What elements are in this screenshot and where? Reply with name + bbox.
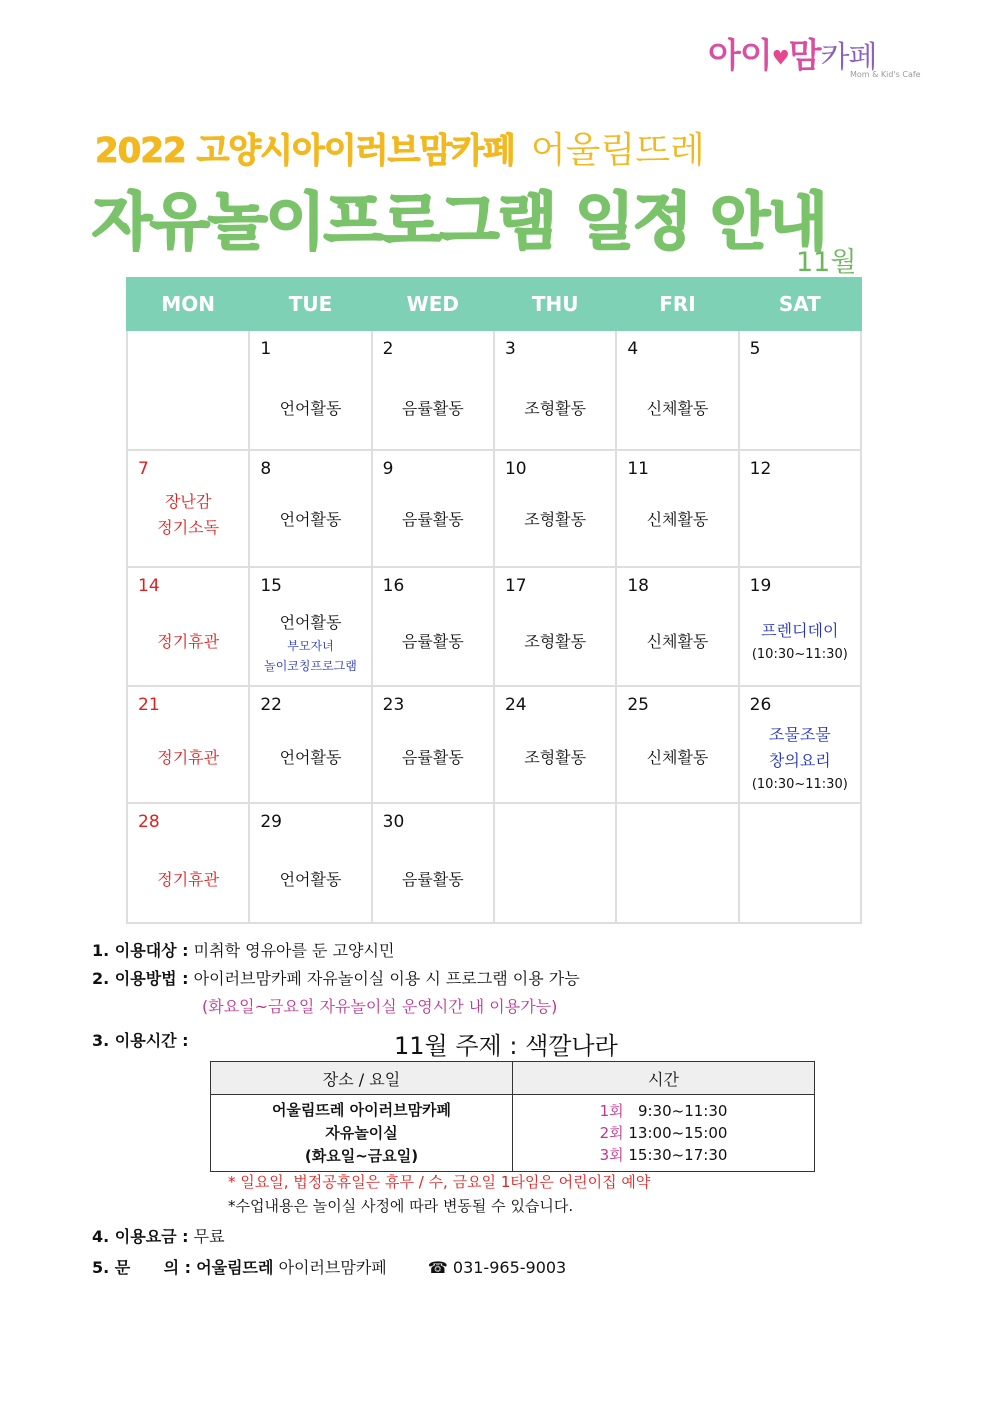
heart-icon: ♥ xyxy=(771,45,789,70)
session-number: 1회 xyxy=(599,1102,624,1120)
info-target xyxy=(92,938,394,961)
change-note: *수업내용은 놀이실 사정에 따라 변동될 수 있습니다. xyxy=(228,1197,574,1215)
activity-label: 음률활동 xyxy=(401,398,464,418)
calendar-cell xyxy=(249,567,371,686)
day-number: 10 xyxy=(504,459,527,479)
session-number: 2회 xyxy=(599,1124,624,1142)
month-theme: 11월 주제 : 색깔나라 xyxy=(394,1032,618,1060)
info-value: 무료 xyxy=(193,1227,225,1246)
activity-label: 신체활동 xyxy=(646,748,709,768)
session-time: 9:30~11:30 xyxy=(637,1102,728,1120)
page-title: 자유놀이프로그램 일정 안내 xyxy=(92,185,826,258)
column-header: 시간 xyxy=(513,1062,815,1095)
title-year: 2022 고양시아이러브맘카페 xyxy=(95,131,515,171)
phone-number: 031-965-9003 xyxy=(452,1258,567,1277)
activity-label: 신체활동 xyxy=(646,510,709,529)
session-row xyxy=(514,1144,813,1166)
activity-label: 조형활동 xyxy=(524,631,587,651)
activity-label: 신체활동 xyxy=(646,631,709,651)
activity-label: 조형활동 xyxy=(524,398,587,418)
calendar-cell xyxy=(494,450,616,567)
day-number: 15 xyxy=(260,576,282,596)
time-cell xyxy=(513,1095,815,1172)
day-number: 12 xyxy=(749,459,772,479)
calendar-cell xyxy=(739,567,861,686)
info-label: 2. 이용방법 : xyxy=(92,969,189,988)
day-number: 16 xyxy=(382,576,405,596)
logo-cafe: 카페 xyxy=(820,40,877,75)
info-label: 3. 이용시간 : xyxy=(92,1031,189,1050)
day-number: 9 xyxy=(382,459,394,479)
logo xyxy=(708,28,938,88)
event-label: 프렌디데이 xyxy=(761,620,839,640)
calendar-table xyxy=(126,277,862,924)
event-time: (10:30~11:30) xyxy=(751,646,848,662)
activity-label: 언어활동 xyxy=(279,398,342,418)
weekday-header: MON xyxy=(127,278,249,330)
place-line: 어울림뜨레 아이러브맘카페 xyxy=(271,1100,452,1119)
calendar-cell xyxy=(739,450,861,567)
calendar-cell xyxy=(127,686,249,803)
day-number: 8 xyxy=(260,459,272,479)
info-fee xyxy=(92,1224,225,1247)
activity-label: 조형활동 xyxy=(524,510,587,529)
header-title xyxy=(95,122,705,173)
info-label: 4. 이용요금 : xyxy=(92,1227,189,1246)
calendar-cell xyxy=(127,450,249,567)
calendar-week xyxy=(127,686,861,803)
day-number: 25 xyxy=(627,695,649,715)
activity-label: 장난감 xyxy=(164,492,212,512)
table-row xyxy=(211,1095,815,1172)
weekday-header: SAT xyxy=(739,278,861,330)
column-header: 장소 / 요일 xyxy=(211,1062,513,1095)
phone-icon: ☎ xyxy=(427,1258,448,1277)
calendar-cell xyxy=(249,330,371,450)
activity-label: 음률활동 xyxy=(401,510,464,529)
day-number: 2 xyxy=(382,339,394,359)
day-number: 18 xyxy=(627,576,649,596)
weekday-header: TUE xyxy=(249,278,371,330)
day-number: 30 xyxy=(382,812,405,832)
info-label: 1. 이용대상 : xyxy=(92,941,189,960)
contact-place: 어울림뜨레 xyxy=(196,1258,274,1277)
activity-label: 언어활동 xyxy=(279,869,342,889)
calendar-cell xyxy=(249,803,371,923)
calendar-cell xyxy=(249,450,371,567)
holiday-note: * 일요일, 법정공휴일은 휴무 / 수, 금요일 1타임은 어린이집 예약 xyxy=(228,1173,651,1191)
weekday-header: FRI xyxy=(616,278,738,330)
calendar-cell xyxy=(616,567,738,686)
event-label: 조물조물 xyxy=(768,725,831,745)
time-table xyxy=(210,1061,815,1172)
calendar-cell xyxy=(616,450,738,567)
info-value: 아이러브맘카페 자유놀이실 이용 시 프로그램 이용 가능 xyxy=(193,969,580,988)
contact-name: 아이러브맘카페 xyxy=(278,1258,387,1277)
activity-sublabel: 놀이코칭프로그램 xyxy=(264,658,357,673)
day-number: 23 xyxy=(382,695,405,715)
calendar-cell xyxy=(372,803,494,923)
time-table-header xyxy=(211,1062,815,1095)
calendar-cell xyxy=(494,803,616,923)
day-number: 5 xyxy=(749,339,761,359)
activity-label: 정기소독 xyxy=(157,518,220,538)
event-time: (10:30~11:30) xyxy=(751,777,848,793)
place-line: (화요일~금요일) xyxy=(304,1146,419,1165)
calendar-cell xyxy=(372,330,494,450)
month-label: 11월 xyxy=(796,247,857,278)
day-number: 1 xyxy=(260,339,272,359)
activity-label: 음률활동 xyxy=(401,748,464,768)
activity-sublabel: 부모자녀 xyxy=(287,638,334,653)
info-method xyxy=(92,966,580,989)
calendar-cell xyxy=(127,803,249,923)
calendar-cell xyxy=(616,686,738,803)
calendar-week xyxy=(127,567,861,686)
day-number: 19 xyxy=(749,576,772,596)
calendar-week xyxy=(127,450,861,567)
info-method-note: (화요일~금요일 자유놀이실 운영시간 내 이용가능) xyxy=(202,997,558,1016)
calendar-cell xyxy=(127,567,249,686)
calendar-cell xyxy=(249,686,371,803)
day-number: 17 xyxy=(504,576,527,596)
day-number: 28 xyxy=(138,812,160,832)
day-number: 26 xyxy=(749,695,772,715)
session-time: 15:30~17:30 xyxy=(628,1146,728,1164)
activity-label: 신체활동 xyxy=(646,398,709,418)
session-row xyxy=(514,1100,813,1122)
info-value: 미취학 영유아를 둔 고양시민 xyxy=(193,941,395,960)
day-number: 29 xyxy=(260,812,282,832)
weekday-header: WED xyxy=(372,278,494,330)
calendar-cell xyxy=(739,330,861,450)
calendar-cell xyxy=(616,803,738,923)
activity-label: 언어활동 xyxy=(279,748,342,768)
calendar-cell xyxy=(494,567,616,686)
info-time xyxy=(92,1028,189,1051)
calendar-cell xyxy=(494,330,616,450)
activity-label: 언어활동 xyxy=(279,612,342,632)
activity-label: 음률활동 xyxy=(401,869,464,889)
title-place: 어울림뜨레 xyxy=(530,130,705,171)
activity-label: 정기휴관 xyxy=(157,869,220,889)
info-contact xyxy=(92,1255,566,1278)
logo-main-mid: 맘 xyxy=(788,36,821,76)
calendar-cell xyxy=(372,567,494,686)
weekday-header-row xyxy=(127,278,861,330)
activity-label: 정기휴관 xyxy=(157,631,220,651)
activity-label: 조형활동 xyxy=(524,748,587,768)
logo-main-left: 아이 xyxy=(708,36,772,76)
calendar-cell xyxy=(616,330,738,450)
calendar-cell xyxy=(739,686,861,803)
weekday-header: THU xyxy=(494,278,616,330)
calendar-cell xyxy=(494,686,616,803)
day-number: 22 xyxy=(260,695,282,715)
session-row xyxy=(514,1122,813,1144)
activity-label: 정기휴관 xyxy=(157,748,220,768)
event-label: 창의요리 xyxy=(768,751,831,771)
day-number: 24 xyxy=(504,695,527,715)
day-number: 21 xyxy=(138,695,160,715)
place-line: 자유놀이실 xyxy=(325,1123,398,1142)
calendar-cell xyxy=(739,803,861,923)
calendar-cell xyxy=(127,330,249,450)
logo-subtitle: Mom & Kid's Cafe xyxy=(850,70,921,79)
calendar-cell xyxy=(372,450,494,567)
day-number: 11 xyxy=(627,459,649,479)
day-number: 7 xyxy=(138,459,149,479)
session-time: 13:00~15:00 xyxy=(628,1124,728,1142)
calendar-week xyxy=(127,803,861,923)
day-number: 3 xyxy=(504,339,516,359)
place-cell xyxy=(211,1095,513,1172)
activity-label: 언어활동 xyxy=(279,510,342,529)
session-number: 3회 xyxy=(599,1146,624,1164)
calendar-week xyxy=(127,330,861,450)
day-number: 4 xyxy=(627,339,639,359)
activity-label: 음률활동 xyxy=(401,631,464,651)
calendar-cell xyxy=(372,686,494,803)
day-number: 14 xyxy=(138,576,160,596)
info-label: 5. 문 의 : xyxy=(92,1258,192,1277)
